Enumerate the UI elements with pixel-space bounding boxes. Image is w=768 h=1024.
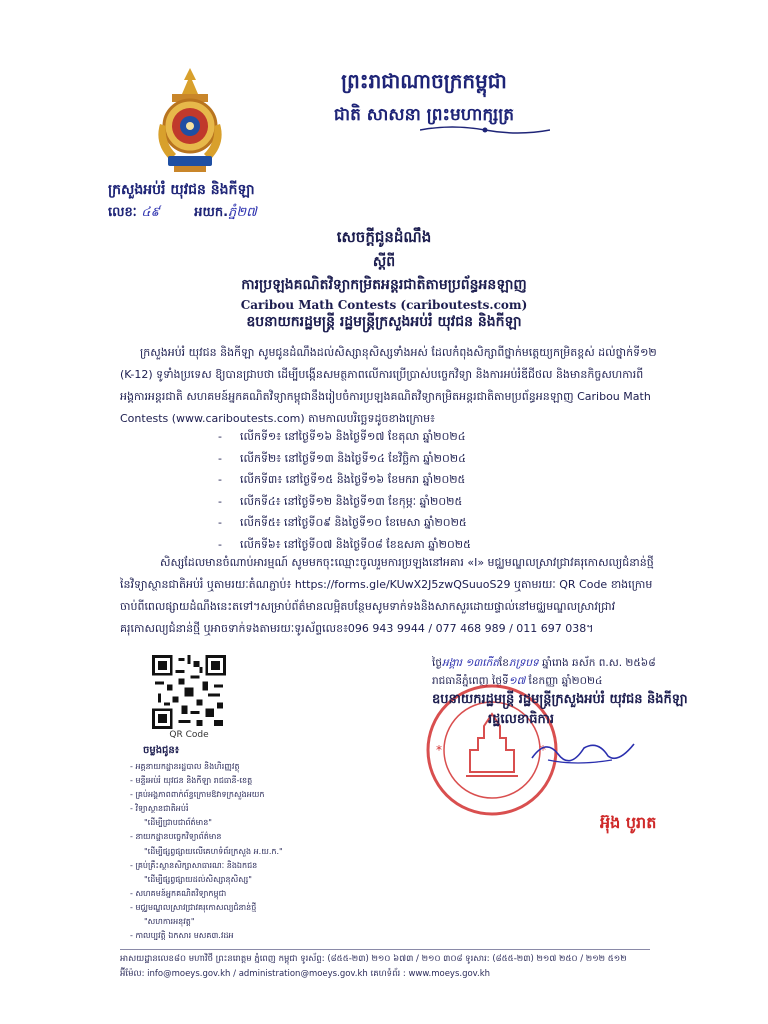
contest-round: - លើកទី៤៖ នៅថ្ងៃទី១២ និងថ្ងៃទី១៣ ខែកុម្ភៈ ឆ្នាំ២០២៥ [218, 494, 463, 508]
qr-code-caption: QR Code [169, 730, 209, 740]
header-ornament-icon [420, 124, 550, 136]
contest-round: - លើកទី២៖ នៅថ្ងៃទី១៣ និងថ្ងៃទី១៤ ខែវិច្ឆិកា ឆ្នាំ២០២៤ [218, 451, 466, 465]
reference-number-handwritten: ៤៩ [141, 205, 160, 220]
lunar-date: ថ្ងៃអង្គារ ១៣កើតខែភទ្របទ ឆ្នាំរោង ឆស័ក ព.ស. ២៥៦៨ [432, 657, 656, 669]
cc-item-note: "ដើម្បីផ្សព្វផ្សាយដល់សិស្សានុសិស្ស" [144, 874, 252, 884]
cc-item: - មន្ទីរអប់រំ យុវជន និងកីឡា រាជធានី-ខេត្ត [130, 774, 283, 788]
body-paragraph-2: សិស្សដែលមានចំណាប់អារម្មណ៍ សូមមកចុះឈ្មោះចូលរួមការប្រឡងនៅអគារ «I» មជ្ឈមណ្ឌលស្រាវជ្រាវគរុកោសល្យជំនាន់ថ្មីនៃវិទ្យាស្ថានជាតិអប់រំ ឬតាមរយៈតំណភ្ជាប់៖ https://forms.gle/KUwX2J5zwQSuuoS29 ឬតាមរយៈ QR Code ខាងក្រោមចាប់ពីពេលផ្សាយដំណឹងនេះតទៅ។សម្រាប់ព័ត៌មានលម្អិតបន្ថែមសូមទាក់ទងនិងសាកសួរដោយផ្ទាល់នៅមជ្ឈមណ្ឌលស្រាវជ្រាវគរុកោសល្យជំនាន់ថ្មី ឬអាចទាក់ទងតាមរយៈទូរស័ព្ទលេខ៖096 943 9944 / 077 468 989 / 011 697 038។ [120, 556, 654, 635]
svg-text:*: * [436, 743, 442, 757]
cc-item: - អគ្គនាយកដ្ឋានរដ្ឋបាល និងហិរញ្ញវត្ថុ [130, 760, 283, 774]
contest-rounds-list [218, 426, 471, 555]
issuer-title: ឧបនាយករដ្ឋមន្ត្រី រដ្ឋមន្ត្រីក្រសួងអប់រំ យុវជន និងកីឡា [246, 314, 522, 330]
svg-text:*: * [540, 743, 546, 757]
notice-title [0, 228, 768, 312]
issuing-ministry: ក្រសួងអប់រំ យុវជន និងកីឡា [108, 182, 255, 198]
cc-item: - កាលប្បវត្តិ ឯកសារ មសគ៣.វដអ [130, 929, 283, 943]
cc-item: - វិទ្យាស្ថានជាតិអប់រំ [130, 802, 283, 816]
handwritten-signature [528, 730, 638, 770]
cc-item: - សហគមន៍អ្នកគណិតវិទ្យាកម្ពុជា [130, 887, 283, 901]
contest-round: - លើកទី៣៖ នៅថ្ងៃទី១៥ និងថ្ងៃទី១៦ ខែមករា ឆ្នាំ២០២៥ [218, 473, 466, 486]
reference-number [108, 204, 257, 223]
notice-subject-english: Caribou Math Contests (cariboutests.com) [240, 298, 528, 312]
cc-item: - គ្រប់អង្គភាពពាក់ព័ន្ធក្រោមឱវាទក្រសួងអយក [130, 788, 283, 802]
signatory-position: ឧបនាយករដ្ឋមន្ត្រី រដ្ឋមន្ត្រីក្រសួងអប់រំ យុវជន និងកីឡា រដ្ឋលេខាធិការ [432, 692, 688, 727]
body-paragraph-1: ក្រសួងអប់រំ យុវជន និងកីឡា សូមជូនដំណឹងដល់សិស្សានុសិស្សទាំងអស់ ដែលកំពុងសិក្សាពីថ្នាក់មត្តេយ្យកម្រិតខ្ពស់ ដល់ថ្នាក់ទី១២ (K-12) ទូទាំងប្រទេស ឱ្យបានជ្រាបថា ដើម្បីបង្កើនសមត្ថភាពលើការប្រើប្រាស់បច្ចេកវិទ្យា និងការអប់រំឌីជីថល និងមានកិច្ចសហការពីអង្គការអន្តរជាតិ សហគមន៍អ្នកគណិតវិទ្យាកម្ពុជានឹងរៀបចំការប្រឡងគណិតវិទ្យាកម្រិតអន្តរជាតិតាមប្រព័ន្ធអនឡាញ Caribou Math Contests (www.cariboutests.com) តាមកាលបរិច្ឆេទដូចខាងក្រោម៖ [120, 346, 657, 425]
cc-title: ចម្លងជូន៖ [143, 745, 180, 756]
solar-date: រាជធានីភ្នំពេញ ថ្ងៃទី១៧ ខែកញ្ញា ឆ្នាំ២០២៤ [432, 675, 603, 687]
contest-round: - លើកទី៦៖ នៅថ្ងៃទី០៧ និងថ្ងៃទី០៨ ខែឧសភា ឆ្នាំ២០២៥ [218, 537, 471, 551]
notice-heading: សេចក្ដីជូនដំណឹង [336, 228, 432, 246]
reference-code-handwritten: ភ្នំ២៧ [228, 205, 257, 220]
registration-qr-code[interactable] [152, 655, 226, 729]
footer-divider [120, 949, 650, 950]
contest-round: - លើកទី១៖ នៅថ្ងៃទី១៦ និងថ្ងៃទី១៧ ខែតុលា ឆ្នាំ២០២៤ [218, 430, 466, 443]
cc-item: - មជ្ឈមណ្ឌលស្រាវជ្រាវគរុកោសល្យជំនាន់ថ្មី [130, 901, 283, 915]
national-motto: ជាតិ សាសនា ព្រះមហាក្សត្រ [333, 105, 515, 125]
reference-suffix: អយក. [194, 205, 229, 220]
footer-address: អាសយដ្ឋានលេខ៨០ មហាវិថី ព្រះនរោត្តម ភ្នំពេញ កម្ពុជា ទូរស័ព្ទ: (៨៥៥-២៣) ២១០ ៦៧៣ / ២១០ ៣០៨ ទូរសារ: (៨៥៥-២៣) ២១៧ ២៥០ / ២១២ ៥១២ [120, 954, 627, 964]
footer-email-website: អ៊ីម៉ែល: info@moeys.gov.kh / administration@moeys.gov.kh គេហទំព័រ : www.moeys.gov.kh [120, 969, 491, 979]
contest-round: - លើកទី៥៖ នៅថ្ងៃទី០៩ និងថ្ងៃទី១០ ខែមេសា ឆ្នាំ២០២៥ [218, 516, 467, 529]
cc-item-note: "ដើម្បីជ្រាបជាព័ត៌មាន" [144, 818, 212, 828]
cc-item: - នាយកដ្ឋានបច្ចេកវិទ្យាព័ត៌មាន [130, 830, 283, 844]
kingdom-header [0, 68, 768, 129]
cc-item-note: "សហការអនុវត្ត" [144, 917, 195, 927]
ministry-contact-footer [120, 952, 627, 982]
cc-item-note: "ដើម្បីផ្សព្វផ្សាយលើគេហទំព័រក្រសួង អ.យ.ក." [144, 846, 283, 856]
cc-list [130, 760, 283, 943]
reference-label: លេខៈ [108, 205, 137, 220]
kingdom-title: ព្រះរាជាណាចក្រកម្ពុជា [341, 69, 507, 93]
notice-about: ស្ដីពី [372, 254, 396, 270]
notice-subject: ការប្រឡងគណិតវិទ្យាកម្រិតអន្តរជាតិតាមប្រព័ន្ធអនឡាញ [241, 277, 527, 293]
signer-name: អ៊ុង បូរាត [600, 813, 657, 832]
cc-item: - គ្រប់គ្រឹះស្ថានសិក្សាសាធារណៈ និងឯកជន [130, 859, 283, 873]
